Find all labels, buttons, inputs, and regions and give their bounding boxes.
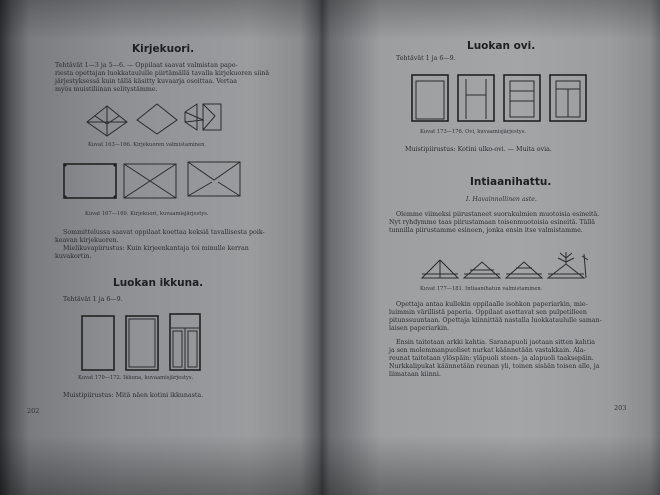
- left-caption-1: Kuvat 163—166. Kirjekuoren valmistaminen.: [88, 142, 207, 148]
- door-figures: [410, 73, 590, 123]
- right-para2-line-4: laisen paperiarkin.: [389, 325, 450, 332]
- left-intro-line-4: myös muistiliinan selitystämme.: [55, 86, 158, 93]
- window-figures: [80, 312, 200, 372]
- right-memory: Muistipiirustus: Kotini ulko-ovi. — Muita ovia.: [405, 146, 552, 153]
- envelope-sequence-figures: [62, 160, 242, 204]
- right-tasks: Tehtävät 1 ja 6—9.: [396, 55, 456, 62]
- right-subtitle: I. Havainnollinen aste.: [466, 196, 537, 203]
- left-caption-3: Kuvat 170—172. Ikkuna, kuvaamisjärjestys.: [78, 375, 194, 381]
- right-para3-line-2: ja sen molemmanpuoliset nurkat käännetään vastakkain. Ala-: [389, 347, 586, 354]
- right-para1-line-1: Olemme viimeksi piirustaneet suorakulmien muotoisia esineitä.: [396, 211, 600, 218]
- left-caption-2: Kuvat 167—169. Kirjekuori, kuvaamisjärjestys.: [85, 211, 209, 217]
- right-page-number: 203: [614, 404, 627, 412]
- right-title-2: Intiaanihattu.: [470, 176, 552, 188]
- left-para-line-1: Sommittelussa saavat oppilaat koettaa keksiä tavallisesta poik-: [63, 229, 265, 236]
- right-para3-line-3: reunat taitetaan ylöspäin: yläpuoli steen- ja alapuoli taaksepäin.: [389, 355, 594, 362]
- right-para3-line-1: Ensin taitetaan arkki kahtia. Saranapuoli jaetaan sitten kahtia: [396, 339, 596, 346]
- left-title: Kirjekuori.: [132, 43, 195, 55]
- right-para2-line-2: luimmin värillistä paperia. Oppilaat asettavat sen pulpetilleen: [389, 309, 587, 316]
- right-para3-line-4: Nurkkalipukat käännetään reunan yli, toinen sisään toisen alle, ja: [389, 363, 600, 370]
- right-para2-line-1: Opettaja antaa kullekin oppilaalle isohkon paperiarkin, mie-: [396, 301, 588, 308]
- left-intro-line-3: järjestyksessä kuin tällä käsitty kuvaarja osoittaa. Vertaa: [55, 78, 237, 85]
- right-para1-line-3: tunnilla piirustamme esineen, jonka ensin itse valmistamme.: [389, 227, 583, 234]
- left-para-line-4: kuvakortin.: [55, 253, 92, 260]
- right-caption-1: Kuvat 173—176. Ovi, kuvaamisjärjestys.: [420, 129, 526, 135]
- left-para-line-2: keavan kirjekuoren.: [55, 237, 119, 244]
- left-title-2: Luokan ikkuna.: [113, 277, 204, 289]
- right-caption-2: Kuvat 177—181. Intiaanihatun valmistaminen.: [420, 286, 543, 292]
- indian-hat-figures: [420, 252, 590, 282]
- right-para3-line-5: liimataan kiinni.: [389, 371, 441, 378]
- right-para2-line-3: pitunssuuntaan. Opettaja kiinnittää nastalla luokkataululle saman-: [389, 317, 602, 324]
- left-memory: Muistipiirustus: Mitä näen kotini ikkunasta.: [63, 392, 204, 399]
- left-page-number: 202: [27, 407, 40, 415]
- envelope-folding-figures: [85, 100, 225, 140]
- left-intro-line-2: riesta opettajan luokkataululle piirtämällä tavalla kirjekuoren siinä: [55, 70, 270, 77]
- right-title: Luokan ovi.: [467, 40, 536, 52]
- left-tasks-2: Tehtävät 1 ja 6—9.: [63, 296, 123, 303]
- left-para-line-3: Mielikuvapiirustus: Kuin kirjeenkantaja toi minulle kerran: [63, 245, 249, 252]
- left-intro-line-1: Tehtävät 1—3 ja 5—6. — Oppilaat saavat valmistan pape-: [55, 62, 238, 69]
- right-para1-line-2: Nyt ryhdymme taas piirustamaan toisenmuotoisia esineitä. Tällä: [389, 219, 596, 226]
